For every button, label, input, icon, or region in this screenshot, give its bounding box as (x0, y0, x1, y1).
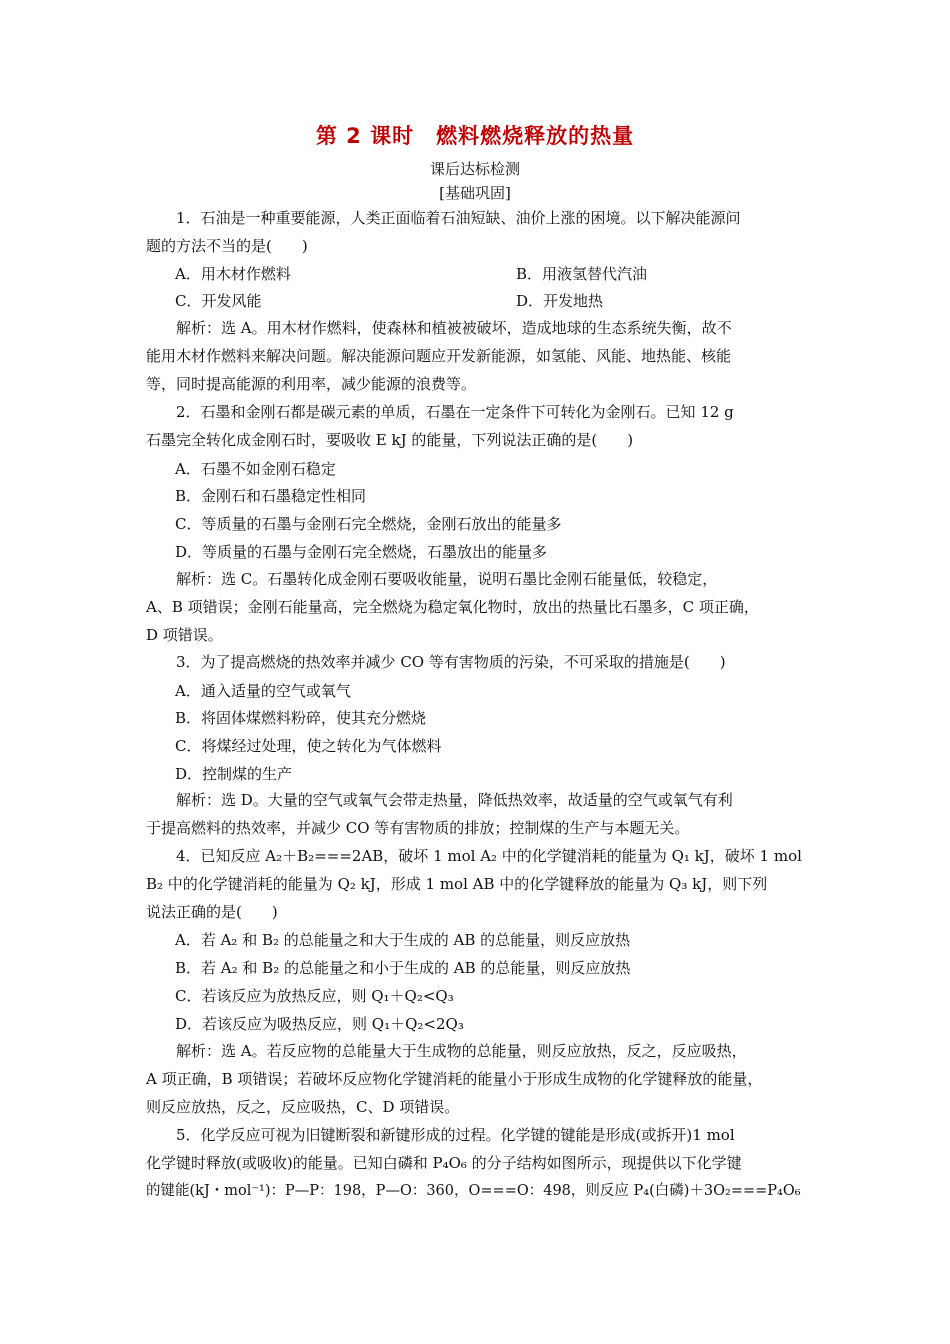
q4-option-c: C．若该反应为放热反应，则 Q₁＋Q₂<Q₃ (175, 987, 454, 1005)
q4-stem-line2: B₂ 中的化学键消耗的能量为 Q₂ kJ，形成 1 mol AB 中的化学键释放的能量为 Q₃ kJ，则下列 (146, 875, 768, 893)
q2-explanation-line1: 解析：选 C。石墨转化成金刚石要吸收能量，说明石墨比金刚石能量低，较稳定， (176, 570, 718, 588)
q2-explanation-line2: A、B 项错误；金刚石能量高，完全燃烧为稳定氧化物时，放出的热量比石墨多，C 项正确， (146, 598, 759, 616)
q1-explanation-line2: 能用木材作燃料来解决问题。解决能源问题应开发新能源，如氢能、风能、地热能、核能 (146, 347, 732, 365)
q3-option-c: C．将煤经过处理，使之转化为气体燃料 (175, 737, 442, 755)
q4-option-b: B．若 A₂ 和 B₂ 的总能量之和小于生成的 AB 的总能量，则反应放热 (175, 959, 631, 977)
q4-explanation-line3: 则反应放热，反之，反应吸热，C、D 项错误。 (146, 1098, 460, 1116)
q1-stem-line1: 1．石油是一种重要能源，人类正面临着石油短缺、油价上涨的困境。以下解决能源问 (176, 209, 741, 227)
q3-explanation-line1: 解析：选 D。大量的空气或氧气会带走热量，降低热效率，故适量的空气或氧气有利 (176, 791, 733, 809)
q5-stem-line1: 5．化学反应可视为旧键断裂和新键形成的过程。化学键的键能是形成(或拆开)1 mol (176, 1126, 735, 1144)
q2-explanation-line3: D 项错误。 (146, 626, 223, 644)
q4-option-d: D．若该反应为吸热反应，则 Q₁＋Q₂<2Q₃ (175, 1015, 464, 1033)
q4-stem-line1: 4．已知反应 A₂＋B₂===2AB，破坏 1 mol A₂ 中的化学键消耗的能量为 Q₁ kJ，破坏 1 mol (176, 847, 802, 865)
q3-option-a: A．通入适量的空气或氧气 (175, 682, 351, 700)
q4-option-a: A．若 A₂ 和 B₂ 的总能量之和大于生成的 AB 的总能量，则反应放热 (175, 931, 631, 949)
q4-stem-line3: 说法正确的是( ) (146, 903, 278, 921)
q1-stem-line2: 题的方法不当的是( ) (146, 237, 308, 255)
q1-option-d: D．开发地热 (516, 292, 604, 310)
q3-option-b: B．将固体煤燃料粉碎，使其充分燃烧 (175, 709, 427, 727)
q1-explanation-line1: 解析：选 A。用木材作燃料，使森林和植被被破坏，造成地球的生态系统失衡，故不 (176, 319, 732, 337)
section-heading: [基础巩固] (439, 184, 511, 202)
q4-explanation-line2: A 项正确，B 项错误；若破坏反应物化学键消耗的能量小于形成生成物的化学键释放的能量， (146, 1070, 763, 1088)
q2-stem-line2: 石墨完全转化成金刚石时，要吸收 E kJ 的能量，下列说法正确的是( ) (146, 431, 634, 449)
q2-option-b: B．金刚石和石墨稳定性相同 (175, 487, 367, 505)
page-title: 第 2 课时 燃料燃烧释放的热量 (315, 124, 635, 148)
q1-option-c: C．开发风能 (175, 292, 262, 310)
q2-option-a: A．石墨不如金刚石稳定 (175, 460, 336, 478)
q1-explanation-line3: 等，同时提高能源的利用率，减少能源的浪费等。 (146, 375, 477, 393)
q1-option-b: B．用液氢替代汽油 (516, 265, 648, 283)
q3-option-d: D．控制煤的生产 (175, 765, 293, 783)
q5-stem-line2: 化学键时释放(或吸收)的能量。已知白磷和 P₄O₆ 的分子结构如图所示，现提供以下化学键 (146, 1154, 742, 1172)
q3-explanation-line2: 于提高燃料的热效率，并减少 CO 等有害物质的排放；控制煤的生产与本题无关。 (146, 819, 690, 837)
q2-option-c: C．等质量的石墨与金刚石完全燃烧，金刚石放出的能量多 (175, 515, 562, 533)
q3-stem-line1: 3．为了提高燃烧的热效率并减少 CO 等有害物质的污染，不可采取的措施是( ) (176, 653, 726, 671)
q2-option-d: D．等质量的石墨与金刚石完全燃烧，石墨放出的能量多 (175, 543, 548, 561)
page-subtitle: 课后达标检测 (429, 160, 520, 178)
q4-explanation-line1: 解析：选 A。若反应物的总能量大于生成物的总能量，则反应放热，反之，反应吸热， (176, 1042, 747, 1060)
q1-option-a: A．用木材作燃料 (175, 265, 291, 283)
q2-stem-line1: 2．石墨和金刚石都是碳元素的单质，石墨在一定条件下可转化为金刚石。已知 12 g (176, 403, 734, 421)
q5-stem-line3: 的键能(kJ・mol⁻¹)：P—P：198，P—O：360，O===O：498，则反应 P₄(白磷)＋3O₂===P₄O₆ (146, 1183, 801, 1199)
